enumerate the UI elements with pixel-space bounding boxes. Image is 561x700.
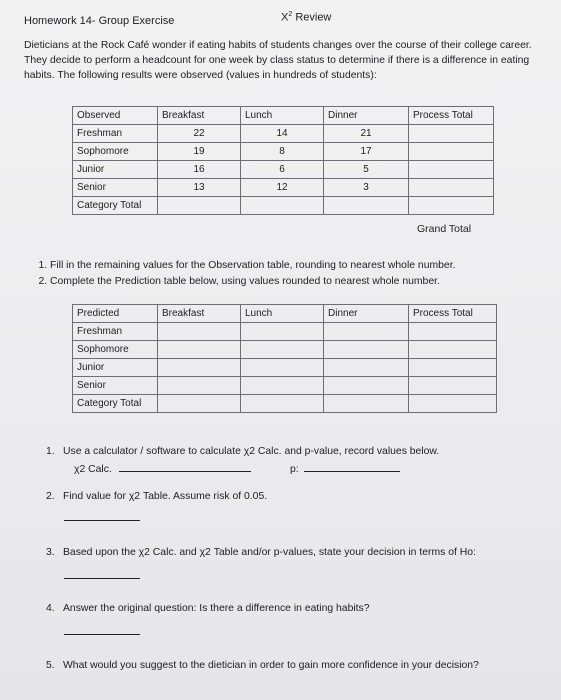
table-row	[73, 341, 497, 359]
row-label: Sophomore	[73, 341, 158, 359]
section-title: $X^2$ Review	[281, 11, 332, 24]
cell-value: 12	[241, 179, 324, 197]
row-label: Category Total	[73, 197, 158, 215]
cell-blank[interactable]	[241, 323, 324, 341]
question-1	[46, 446, 439, 457]
cell-blank[interactable]	[324, 377, 409, 395]
cell-value: 6	[241, 161, 324, 179]
cell-blank[interactable]	[409, 359, 497, 377]
question-4	[46, 603, 370, 614]
question-text: Use a calculator / software to calculate χ2 Calc. and p-value, record values below.	[63, 446, 440, 457]
table-row	[73, 323, 497, 341]
problem-statement: Dieticians at the Rock Café wonder if eating habits of students changes over the course of their college career. They decide to perform a headcount for one week by class status to determine if there is a difference in eating habits. The following results were observed (values in hundreds of students):	[24, 40, 532, 81]
cell-value: 3	[324, 179, 409, 197]
cell-blank[interactable]	[409, 125, 494, 143]
row-label: Junior	[73, 359, 158, 377]
cell-value: 17	[324, 143, 409, 161]
assignment-title: Homework 14- Group Exercise	[24, 15, 175, 27]
answer-blank-2[interactable]	[64, 520, 140, 521]
table-row	[73, 143, 494, 161]
cell-blank[interactable]	[241, 341, 324, 359]
question-number: 3.	[46, 547, 55, 558]
question-3	[46, 547, 476, 558]
cell-value: 22	[158, 125, 241, 143]
cell-value: 8	[241, 143, 324, 161]
cell-value: 21	[324, 125, 409, 143]
cell-blank[interactable]	[409, 395, 497, 413]
grand-total-cell[interactable]	[409, 197, 494, 215]
predicted-table	[72, 304, 497, 413]
cell-blank[interactable]	[241, 377, 324, 395]
cell-blank[interactable]	[324, 341, 409, 359]
cell-blank[interactable]	[158, 359, 241, 377]
row-label: Senior	[73, 179, 158, 197]
cell-blank[interactable]	[241, 197, 324, 215]
cell-blank[interactable]	[158, 341, 241, 359]
question-number: 2.	[46, 491, 55, 502]
p-value-blank[interactable]	[304, 461, 400, 472]
column-header: Dinner	[324, 107, 409, 125]
row-label: Category Total	[73, 395, 158, 413]
question-number: 1.	[46, 446, 55, 457]
cell-blank[interactable]	[409, 323, 497, 341]
column-header: Breakfast	[158, 107, 241, 125]
answer-blank-4[interactable]	[64, 634, 140, 635]
cell-blank[interactable]	[324, 395, 409, 413]
column-header: Breakfast	[158, 305, 241, 323]
cell-blank[interactable]	[409, 161, 494, 179]
cell-value: 13	[158, 179, 241, 197]
instruction-list	[30, 258, 455, 290]
column-header: Process Total	[409, 305, 497, 323]
column-header: Observed	[73, 107, 158, 125]
cell-blank[interactable]	[409, 377, 497, 395]
question-5	[46, 660, 479, 671]
chi-calc-label: χ2 Calc.	[74, 464, 112, 475]
cell-blank[interactable]	[324, 323, 409, 341]
question-text: Based upon the χ2 Calc. and χ2 Table and/or p-values, state your decision in terms of Ho:	[63, 547, 476, 558]
table-row	[73, 377, 497, 395]
cell-blank[interactable]	[158, 395, 241, 413]
table-header-row	[73, 305, 497, 323]
chi-calc-blank[interactable]	[119, 461, 251, 472]
cell-blank[interactable]	[241, 359, 324, 377]
table-row	[73, 359, 497, 377]
row-label: Freshman	[73, 125, 158, 143]
cell-blank[interactable]	[158, 323, 241, 341]
table-row	[73, 197, 494, 215]
cell-blank[interactable]	[241, 395, 324, 413]
row-label: Freshman	[73, 323, 158, 341]
cell-blank[interactable]	[409, 143, 494, 161]
cell-blank[interactable]	[324, 359, 409, 377]
answer-blank-3[interactable]	[64, 578, 140, 579]
question-number: 5.	[46, 660, 55, 671]
column-header: Dinner	[324, 305, 409, 323]
cell-value: 19	[158, 143, 241, 161]
question-text: Find value for χ2 Table. Assume risk of 0.05.	[63, 491, 268, 502]
row-label: Sophomore	[73, 143, 158, 161]
table-row	[73, 161, 494, 179]
question-text: Answer the original question: Is there a difference in eating habits?	[63, 603, 370, 614]
column-header: Process Total	[409, 107, 494, 125]
cell-blank[interactable]	[409, 341, 497, 359]
cell-blank[interactable]	[158, 377, 241, 395]
cell-blank[interactable]	[409, 179, 494, 197]
table-row	[73, 179, 494, 197]
cell-value: 14	[241, 125, 324, 143]
table-row	[73, 395, 497, 413]
row-label: Junior	[73, 161, 158, 179]
table-header-row	[73, 107, 494, 125]
grand-total-label: Grand Total	[417, 223, 472, 235]
cell-blank[interactable]	[158, 197, 241, 215]
instruction-item: 1. Fill in the remaining values for the Observation table, rounding to nearest whole number.	[50, 258, 455, 274]
observed-table	[72, 106, 494, 215]
row-label: Senior	[73, 377, 158, 395]
column-header: Lunch	[241, 107, 324, 125]
question-2	[46, 491, 267, 502]
table-row	[73, 125, 494, 143]
p-value-answer	[290, 461, 400, 475]
chi-calc-answer	[74, 461, 251, 475]
cell-blank[interactable]	[324, 197, 409, 215]
p-value-label: p:	[290, 464, 299, 475]
question-text: What would you suggest to the dietician in order to gain more confidence in your decision?	[63, 660, 479, 671]
column-header: Predicted	[73, 305, 158, 323]
cell-value: 5	[324, 161, 409, 179]
column-header: Lunch	[241, 305, 324, 323]
cell-value: 16	[158, 161, 241, 179]
instruction-item: 2. Complete the Prediction table below, using values rounded to nearest whole number.	[50, 274, 455, 290]
question-number: 4.	[46, 603, 55, 614]
